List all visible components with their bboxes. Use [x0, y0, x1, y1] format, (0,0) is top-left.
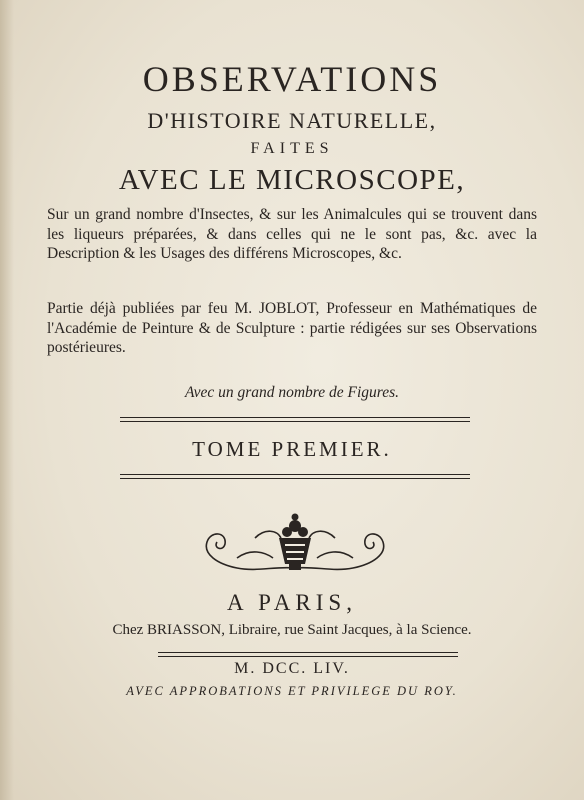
title-line-3: FAITES: [250, 140, 334, 157]
title-line-1: OBSERVATIONS: [142, 59, 442, 99]
double-rule-bottom-a: [120, 474, 470, 475]
imprint-date: M. DCC. LIV.: [234, 660, 350, 677]
title-line-4: AVEC LE MICROSCOPE,: [118, 164, 466, 196]
double-rule-top-b: [120, 421, 470, 422]
attribution-paragraph: Partie déjà publiées par feu M. JOBLOT, Professeur en Mathématiques de l'Académie de Peinture & de Sculpture : partie rédigées sur ses Observations postérieures.: [47, 300, 537, 356]
double-rule-top-a: [120, 417, 470, 418]
volume-title: TOME PREMIER.: [192, 437, 392, 461]
description-paragraph: Sur un grand nombre d'Insectes, & sur les Animalcules qui se trouvent dans les liqueurs préparées, & dans celles qui ne le sont pas, &c. avec la Description & les Usages des différens Microscopes, &c.: [47, 206, 537, 262]
ornament-vignette-icon: [195, 508, 395, 580]
imprint-publisher: Chez BRIASSON, Libraire, rue Saint Jacques, à la Science.: [112, 622, 472, 638]
imprint-rule-a: [158, 652, 458, 653]
figures-note: Avec un grand nombre de Figures.: [184, 384, 400, 401]
double-rule-bottom-b: [120, 478, 470, 479]
imprint-city: A PARIS,: [227, 590, 357, 615]
title-line-2: D'HISTOIRE NATURELLE,: [147, 108, 437, 133]
imprint-approbation: AVEC APPROBATIONS ET PRIVILEGE DU ROY.: [126, 684, 458, 698]
imprint-rule-b: [158, 656, 458, 657]
